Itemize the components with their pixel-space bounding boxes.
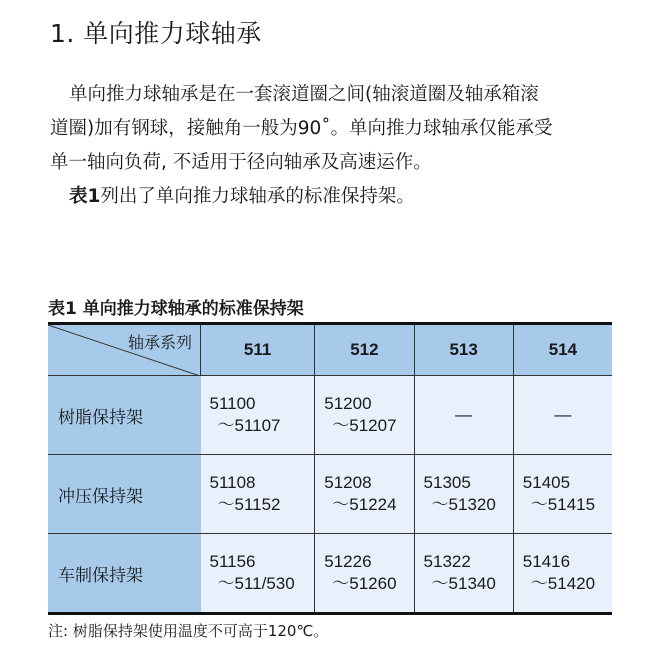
column-header: 513 — [414, 324, 513, 376]
table-header-row — [48, 324, 612, 376]
cell-value: — — [455, 405, 473, 424]
table-cell — [513, 376, 612, 455]
table-ref-text: 列出了单向推力球轴承的标准保持架。 — [100, 186, 415, 207]
cage-table — [48, 322, 612, 615]
range-end: ～51207 — [332, 416, 397, 435]
range-start: 51100 — [209, 394, 256, 413]
table-cell — [414, 376, 513, 455]
range-start: 51305 — [423, 473, 471, 492]
row-label: 树脂保持架 — [48, 376, 201, 455]
paragraph-line-2: 道圈)加有钢球，接触角一般为90˚。单向推力球轴承仅能承受 — [50, 118, 553, 139]
range-start: 51416 — [522, 552, 571, 571]
table-cell — [414, 534, 513, 614]
range-end: ～51224 — [332, 495, 397, 514]
table-cell — [201, 534, 315, 614]
table-caption: 表1 单向推力球轴承的标准保持架 — [48, 299, 304, 319]
column-header: 512 — [315, 324, 414, 376]
table-cell — [315, 534, 414, 614]
range-end: ～51152 — [217, 495, 281, 514]
table-cell — [513, 534, 612, 614]
table-cell — [201, 376, 315, 455]
table-cell — [315, 376, 414, 455]
row-label: 冲压保持架 — [48, 455, 201, 534]
range-start: 51156 — [209, 552, 256, 571]
row-label: 车制保持架 — [48, 534, 201, 614]
table-row — [48, 534, 612, 614]
table-reference — [69, 180, 639, 214]
range-end: ～51415 — [530, 495, 596, 514]
table-ref-label: 表1 — [69, 186, 101, 207]
corner-header — [48, 324, 201, 376]
range-start: 51405 — [522, 473, 571, 492]
paragraph-line-1: 单向推力球轴承是在一套滚道圈之间(轴滚道圈及轴承箱滚 — [69, 84, 539, 105]
column-header: 511 — [201, 324, 315, 376]
table-note: 注: 树脂保持架使用温度不可高于120℃。 — [48, 622, 329, 640]
cell-value: — — [554, 405, 572, 424]
column-header: 514 — [513, 324, 612, 376]
table-cell — [315, 455, 414, 534]
range-end: ～511/530 — [217, 574, 295, 593]
range-end: ～51420 — [530, 574, 596, 593]
range-end: ～51107 — [217, 416, 281, 435]
table-row — [48, 455, 612, 534]
range-start: 51322 — [423, 552, 471, 571]
range-start: 51200 — [324, 394, 372, 413]
table-cell — [414, 455, 513, 534]
table-cell — [201, 455, 315, 534]
page-title: 1. 单向推力球轴承 — [50, 19, 262, 48]
range-start: 51108 — [209, 473, 256, 492]
range-end: ～51260 — [332, 574, 397, 593]
range-start: 51226 — [324, 552, 372, 571]
table-row — [48, 376, 612, 455]
table-cell — [513, 455, 612, 534]
range-start: 51208 — [324, 473, 372, 492]
paragraph-line-3: 单一轴向负荷, 不适用于径向轴承及高速运作。 — [50, 152, 432, 173]
corner-label: 轴承系列 — [127, 333, 192, 352]
range-end: ～51340 — [431, 574, 496, 593]
range-end: ～51320 — [431, 495, 496, 514]
